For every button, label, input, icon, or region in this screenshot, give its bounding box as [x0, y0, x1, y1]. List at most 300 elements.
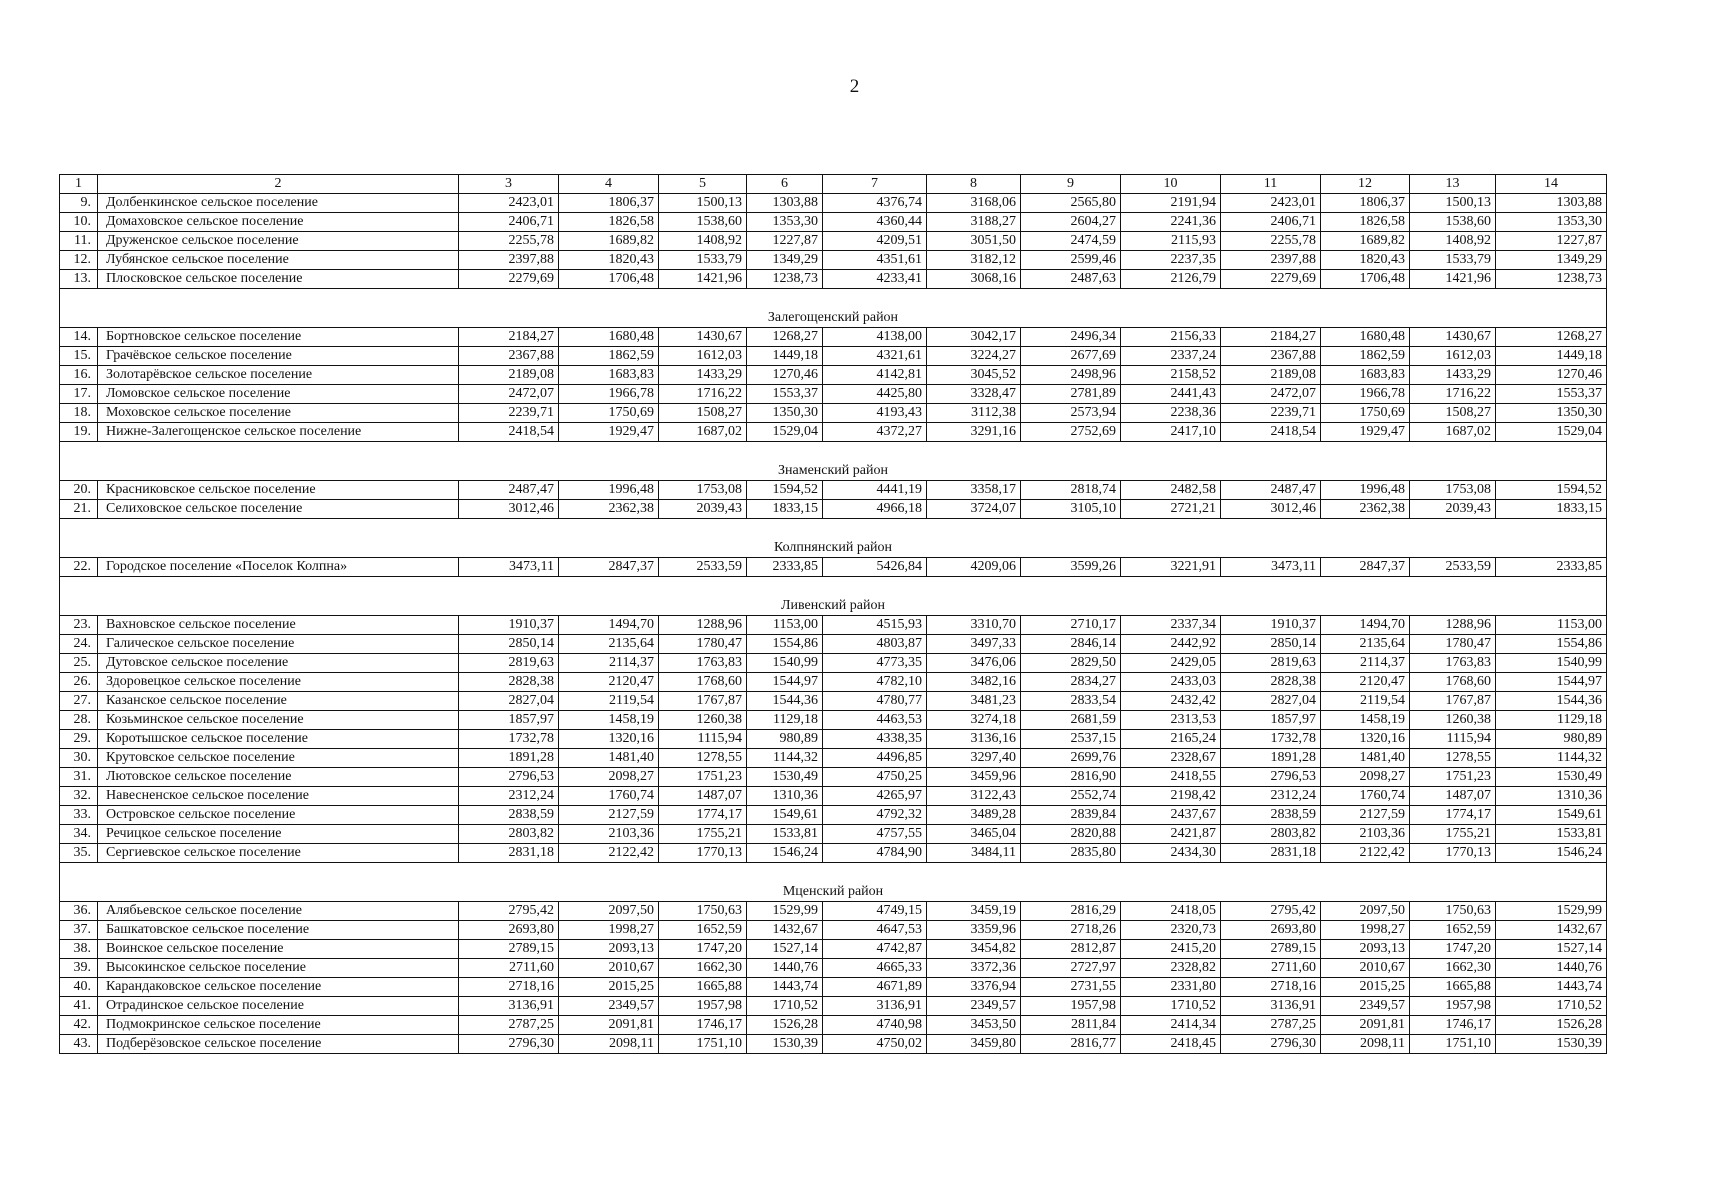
settlement-name: Грачёвское сельское поселение — [98, 347, 459, 366]
tariff-value: 1770,13 — [659, 844, 747, 863]
tariff-value: 3454,82 — [927, 940, 1021, 959]
tariff-value: 1767,87 — [1410, 692, 1496, 711]
tariff-value: 1353,30 — [1496, 213, 1607, 232]
row-index: 42. — [60, 1016, 98, 1035]
tariff-value: 1350,30 — [1496, 404, 1607, 423]
row-index: 11. — [60, 232, 98, 251]
district-heading-row — [60, 539, 1607, 558]
tariff-value: 3051,50 — [927, 232, 1021, 251]
tariff-value: 2718,16 — [459, 978, 559, 997]
tariff-value: 1760,74 — [559, 787, 659, 806]
tariff-value: 2135,64 — [1321, 635, 1410, 654]
settlement-name: Островское сельское поселение — [98, 806, 459, 825]
tariff-value: 1683,83 — [559, 366, 659, 385]
tariff-value: 2828,38 — [1221, 673, 1321, 692]
tariff-value: 2103,36 — [559, 825, 659, 844]
tariff-value: 2423,01 — [459, 194, 559, 213]
tariff-value: 2397,88 — [459, 251, 559, 270]
tariff-value: 1957,98 — [1021, 997, 1121, 1016]
tariff-value: 2119,54 — [559, 692, 659, 711]
tariff-value: 2189,08 — [1221, 366, 1321, 385]
tariff-value: 1750,63 — [1410, 902, 1496, 921]
tariff-value: 1750,63 — [659, 902, 747, 921]
tariff-value: 4321,61 — [823, 347, 927, 366]
settlement-name: Крутовское сельское поселение — [98, 749, 459, 768]
district-spacer-cell — [60, 519, 1607, 540]
row-index: 13. — [60, 270, 98, 289]
table-row — [60, 232, 1607, 251]
column-number: 8 — [927, 175, 1021, 194]
tariff-value: 2827,04 — [459, 692, 559, 711]
tariff-value: 1458,19 — [559, 711, 659, 730]
settlement-name: Подмокринское сельское поселение — [98, 1016, 459, 1035]
tariff-value: 1238,73 — [1496, 270, 1607, 289]
column-number: 12 — [1321, 175, 1410, 194]
tariff-value: 2337,34 — [1121, 616, 1221, 635]
tariff-value: 3459,19 — [927, 902, 1021, 921]
tariff-value: 3599,26 — [1021, 558, 1121, 577]
tariff-value: 2498,96 — [1021, 366, 1121, 385]
tariff-value: 2120,47 — [1321, 673, 1410, 692]
tariff-value: 2789,15 — [1221, 940, 1321, 959]
tariff-value: 4782,10 — [823, 673, 927, 692]
tariff-value: 4351,61 — [823, 251, 927, 270]
table-row — [60, 978, 1607, 997]
tariff-value: 2677,69 — [1021, 347, 1121, 366]
tariff-value: 4647,53 — [823, 921, 927, 940]
settlement-name: Сергиевское сельское поселение — [98, 844, 459, 863]
table-row — [60, 481, 1607, 500]
tariff-value: 1780,47 — [1410, 635, 1496, 654]
tariff-value: 1320,16 — [1321, 730, 1410, 749]
tariff-value: 1527,14 — [1496, 940, 1607, 959]
tariff-value: 2796,53 — [1221, 768, 1321, 787]
settlement-name: Долбенкинское сельское поселение — [98, 194, 459, 213]
tariff-value: 2328,67 — [1121, 749, 1221, 768]
tariff-value: 1716,22 — [1410, 385, 1496, 404]
tariff-value: 2433,03 — [1121, 673, 1221, 692]
district-spacer-cell — [60, 289, 1607, 310]
tariff-value: 1530,49 — [747, 768, 823, 787]
tariff-value: 1533,79 — [659, 251, 747, 270]
tariff-value: 2846,14 — [1021, 635, 1121, 654]
row-index: 14. — [60, 328, 98, 347]
tariff-value: 2850,14 — [1221, 635, 1321, 654]
tariff-value: 2838,59 — [459, 806, 559, 825]
tariff-value: 2811,84 — [1021, 1016, 1121, 1035]
tariff-value: 2803,82 — [1221, 825, 1321, 844]
tariff-value: 1533,81 — [1496, 825, 1607, 844]
tariff-value: 2165,24 — [1121, 730, 1221, 749]
table-row — [60, 940, 1607, 959]
tariff-value: 1260,38 — [659, 711, 747, 730]
tariff-value: 1826,58 — [559, 213, 659, 232]
row-index: 12. — [60, 251, 98, 270]
settlement-name: Галическое сельское поселение — [98, 635, 459, 654]
tariff-value: 4750,02 — [823, 1035, 927, 1054]
column-number: 6 — [747, 175, 823, 194]
tariff-value: 2693,80 — [459, 921, 559, 940]
district-heading: Залегощенский район — [60, 309, 1607, 328]
tariff-value: 1710,52 — [747, 997, 823, 1016]
tariff-value: 1268,27 — [1496, 328, 1607, 347]
tariff-value: 1767,87 — [659, 692, 747, 711]
tariff-value: 2313,53 — [1121, 711, 1221, 730]
tariff-value: 4665,33 — [823, 959, 927, 978]
tariff-value: 1529,04 — [1496, 423, 1607, 442]
table-row — [60, 787, 1607, 806]
tariff-value: 4138,00 — [823, 328, 927, 347]
tariff-value: 1806,37 — [1321, 194, 1410, 213]
tariff-value: 2818,74 — [1021, 481, 1121, 500]
tariff-value: 4209,06 — [927, 558, 1021, 577]
tariff-value: 3724,07 — [927, 500, 1021, 519]
tariff-value: 2835,80 — [1021, 844, 1121, 863]
row-index: 15. — [60, 347, 98, 366]
row-index: 35. — [60, 844, 98, 863]
tariff-value: 1683,83 — [1321, 366, 1410, 385]
table-row — [60, 366, 1607, 385]
row-index: 41. — [60, 997, 98, 1016]
tariff-value: 1652,59 — [659, 921, 747, 940]
settlement-name: Красниковское сельское поселение — [98, 481, 459, 500]
tariff-value: 2114,37 — [559, 654, 659, 673]
tariff-value: 3136,91 — [823, 997, 927, 1016]
tariff-value: 1408,92 — [659, 232, 747, 251]
tariff-value: 2496,34 — [1021, 328, 1121, 347]
tariff-value: 2829,50 — [1021, 654, 1121, 673]
tariff-value: 1710,52 — [1121, 997, 1221, 1016]
tariff-value: 1770,13 — [1410, 844, 1496, 863]
tariff-value: 2039,43 — [1410, 500, 1496, 519]
tariff-value: 1288,96 — [659, 616, 747, 635]
tariff-value: 2781,89 — [1021, 385, 1121, 404]
tariff-value: 2312,24 — [459, 787, 559, 806]
tariff-value: 1862,59 — [559, 347, 659, 366]
row-index: 33. — [60, 806, 98, 825]
district-heading-row — [60, 462, 1607, 481]
tariff-value: 1487,07 — [1410, 787, 1496, 806]
tariff-value: 2816,29 — [1021, 902, 1121, 921]
table-row — [60, 616, 1607, 635]
tariff-value: 1260,38 — [1410, 711, 1496, 730]
tariff-value: 1826,58 — [1321, 213, 1410, 232]
tariff-value: 1458,19 — [1321, 711, 1410, 730]
tariff-value: 2487,63 — [1021, 270, 1121, 289]
district-spacer-cell — [60, 577, 1607, 598]
tariff-value: 1278,55 — [659, 749, 747, 768]
tariff-value: 2552,74 — [1021, 787, 1121, 806]
tariff-value: 2839,84 — [1021, 806, 1121, 825]
tariff-value: 1553,37 — [1496, 385, 1607, 404]
tariff-value: 1544,97 — [1496, 673, 1607, 692]
tariff-value: 2184,27 — [459, 328, 559, 347]
tariff-value: 2189,08 — [459, 366, 559, 385]
row-index: 39. — [60, 959, 98, 978]
row-index: 37. — [60, 921, 98, 940]
tariff-value: 5426,84 — [823, 558, 927, 577]
tariff-value: 1746,17 — [1410, 1016, 1496, 1035]
tariff-value: 1710,52 — [1496, 997, 1607, 1016]
tariff-value: 3473,11 — [1221, 558, 1321, 577]
column-number: 5 — [659, 175, 747, 194]
tariff-value: 1747,20 — [1410, 940, 1496, 959]
tariff-value: 2752,69 — [1021, 423, 1121, 442]
tariff-value: 1546,24 — [747, 844, 823, 863]
tariff-value: 3136,91 — [459, 997, 559, 1016]
tariff-value: 1529,04 — [747, 423, 823, 442]
tariff-value: 2367,88 — [1221, 347, 1321, 366]
tariff-value: 1957,98 — [659, 997, 747, 1016]
tariff-value: 2406,71 — [1221, 213, 1321, 232]
tariff-value: 3476,06 — [927, 654, 1021, 673]
tariff-value: 2816,77 — [1021, 1035, 1121, 1054]
tariff-value: 1440,76 — [747, 959, 823, 978]
settlement-name: Бортновское сельское поселение — [98, 328, 459, 347]
tariff-value: 4496,85 — [823, 749, 927, 768]
tariff-value: 2796,30 — [1221, 1035, 1321, 1054]
tariff-value: 3459,80 — [927, 1035, 1021, 1054]
tariff-value: 3136,16 — [927, 730, 1021, 749]
tariff-value: 2787,25 — [459, 1016, 559, 1035]
tariff-value: 3168,06 — [927, 194, 1021, 213]
tariff-value: 2418,55 — [1121, 768, 1221, 787]
settlement-name: Коротышское сельское поселение — [98, 730, 459, 749]
tariff-value: 1753,08 — [659, 481, 747, 500]
table-row — [60, 500, 1607, 519]
tariff-value: 2833,54 — [1021, 692, 1121, 711]
table-row — [60, 635, 1607, 654]
tariff-value: 1594,52 — [747, 481, 823, 500]
tariff-value: 3188,27 — [927, 213, 1021, 232]
tariff-value: 2487,47 — [1221, 481, 1321, 500]
tariff-value: 2191,94 — [1121, 194, 1221, 213]
tariff-value: 2198,42 — [1121, 787, 1221, 806]
tariff-value: 3122,43 — [927, 787, 1021, 806]
tariff-value: 2847,37 — [1321, 558, 1410, 577]
tariff-value: 2279,69 — [1221, 270, 1321, 289]
row-index: 26. — [60, 673, 98, 692]
row-index: 23. — [60, 616, 98, 635]
district-spacer — [60, 289, 1607, 310]
tariff-value: 2093,13 — [1321, 940, 1410, 959]
table-row — [60, 825, 1607, 844]
row-index: 20. — [60, 481, 98, 500]
tariff-value: 1443,74 — [747, 978, 823, 997]
tariff-value: 1487,07 — [659, 787, 747, 806]
tariff-value: 2120,47 — [559, 673, 659, 692]
tariff-value: 1153,00 — [1496, 616, 1607, 635]
tariff-value: 1432,67 — [1496, 921, 1607, 940]
settlement-name: Подберёзовское сельское поселение — [98, 1035, 459, 1054]
tariff-value: 1998,27 — [559, 921, 659, 940]
district-heading: Колпнянский район — [60, 539, 1607, 558]
tariff-value: 2803,82 — [459, 825, 559, 844]
table-row — [60, 385, 1607, 404]
tariff-value: 3291,16 — [927, 423, 1021, 442]
tariff-value: 1544,36 — [1496, 692, 1607, 711]
district-spacer — [60, 442, 1607, 463]
tariff-value: 2127,59 — [559, 806, 659, 825]
tariff-value: 1833,15 — [747, 500, 823, 519]
tariff-value: 1957,98 — [1410, 997, 1496, 1016]
tariff-value: 1353,30 — [747, 213, 823, 232]
tariff-value: 2122,42 — [559, 844, 659, 863]
tariff-value: 3297,40 — [927, 749, 1021, 768]
row-index: 40. — [60, 978, 98, 997]
table-body — [60, 175, 1607, 1054]
page-number: 2 — [849, 76, 860, 97]
tariff-value: 1115,94 — [659, 730, 747, 749]
tariff-value: 1526,28 — [1496, 1016, 1607, 1035]
tariff-value: 1820,43 — [559, 251, 659, 270]
tariff-value: 2831,18 — [459, 844, 559, 863]
tariff-value: 2533,59 — [659, 558, 747, 577]
tariff-value: 1530,39 — [747, 1035, 823, 1054]
settlement-name: Высокинское сельское поселение — [98, 959, 459, 978]
tariff-value: 1706,48 — [1321, 270, 1410, 289]
tariff-value: 2097,50 — [1321, 902, 1410, 921]
tariff-value: 2727,97 — [1021, 959, 1121, 978]
tariff-value: 1538,60 — [1410, 213, 1496, 232]
tariff-value: 1891,28 — [1221, 749, 1321, 768]
tariff-value: 1732,78 — [459, 730, 559, 749]
tariff-value: 1500,13 — [659, 194, 747, 213]
table-row — [60, 654, 1607, 673]
column-number: 2 — [98, 175, 459, 194]
tariff-value: 1732,78 — [1221, 730, 1321, 749]
tariff-value: 3459,96 — [927, 768, 1021, 787]
tariff-value: 3482,16 — [927, 673, 1021, 692]
district-spacer — [60, 519, 1607, 540]
table-row — [60, 711, 1607, 730]
tariff-value: 1270,46 — [747, 366, 823, 385]
tariff-value: 1310,36 — [747, 787, 823, 806]
tariff-value: 2418,54 — [459, 423, 559, 442]
tariff-value: 1689,82 — [559, 232, 659, 251]
tariff-value: 1430,67 — [1410, 328, 1496, 347]
settlement-name: Казанское сельское поселение — [98, 692, 459, 711]
tariff-value: 2834,27 — [1021, 673, 1121, 692]
tariff-value: 1774,17 — [1410, 806, 1496, 825]
tariff-value: 1929,47 — [1321, 423, 1410, 442]
row-index: 29. — [60, 730, 98, 749]
tariff-value: 4792,32 — [823, 806, 927, 825]
settlement-name: Башкатовское сельское поселение — [98, 921, 459, 940]
tariff-value: 1349,29 — [1496, 251, 1607, 270]
tariff-value: 1268,27 — [747, 328, 823, 347]
tariff-value: 3182,12 — [927, 251, 1021, 270]
tariff-value: 1538,60 — [659, 213, 747, 232]
tariff-value: 1529,99 — [1496, 902, 1607, 921]
tariff-value: 2010,67 — [1321, 959, 1410, 978]
district-spacer — [60, 577, 1607, 598]
table-row — [60, 749, 1607, 768]
tariff-value: 1350,30 — [747, 404, 823, 423]
tariff-value: 1910,37 — [1221, 616, 1321, 635]
tariff-value: 1716,22 — [659, 385, 747, 404]
tariff-value: 2850,14 — [459, 635, 559, 654]
tariff-value: 2827,04 — [1221, 692, 1321, 711]
tariff-value: 2573,94 — [1021, 404, 1121, 423]
tariff-value: 2237,35 — [1121, 251, 1221, 270]
table-row — [60, 902, 1607, 921]
tariff-value: 2238,36 — [1121, 404, 1221, 423]
row-index: 16. — [60, 366, 98, 385]
table-row — [60, 213, 1607, 232]
tariff-value: 3359,96 — [927, 921, 1021, 940]
tariff-value: 4784,90 — [823, 844, 927, 863]
tariff-value: 980,89 — [747, 730, 823, 749]
tariff-value: 1481,40 — [1321, 749, 1410, 768]
tariff-value: 1665,88 — [659, 978, 747, 997]
row-index: 27. — [60, 692, 98, 711]
tariff-value: 2337,24 — [1121, 347, 1221, 366]
tariff-value: 4749,15 — [823, 902, 927, 921]
tariff-value: 2434,30 — [1121, 844, 1221, 863]
tariff-value: 4966,18 — [823, 500, 927, 519]
tariff-value: 3136,91 — [1221, 997, 1321, 1016]
tariff-value: 2122,42 — [1321, 844, 1410, 863]
tariff-value: 1432,67 — [747, 921, 823, 940]
table-row — [60, 730, 1607, 749]
tariff-value: 2414,34 — [1121, 1016, 1221, 1035]
tariff-value: 2126,79 — [1121, 270, 1221, 289]
table-row — [60, 558, 1607, 577]
table-row — [60, 328, 1607, 347]
tariff-value: 3453,50 — [927, 1016, 1021, 1035]
settlement-name: Козьминское сельское поселение — [98, 711, 459, 730]
tariff-value: 3328,47 — [927, 385, 1021, 404]
tariff-value: 1760,74 — [1321, 787, 1410, 806]
tariff-value: 2333,85 — [1496, 558, 1607, 577]
tariff-value: 1747,20 — [659, 940, 747, 959]
tariff-value: 1680,48 — [559, 328, 659, 347]
column-number-row — [60, 175, 1607, 194]
tariff-value: 2098,11 — [1321, 1035, 1410, 1054]
tariff-value: 1806,37 — [559, 194, 659, 213]
tariff-value: 2819,63 — [459, 654, 559, 673]
tariff-value: 2828,38 — [459, 673, 559, 692]
tariff-value: 2838,59 — [1221, 806, 1321, 825]
tariff-value: 1687,02 — [1410, 423, 1496, 442]
table-row — [60, 270, 1607, 289]
tariff-value: 2718,16 — [1221, 978, 1321, 997]
district-heading: Знаменский район — [60, 462, 1607, 481]
column-number: 11 — [1221, 175, 1321, 194]
tariff-value: 3484,11 — [927, 844, 1021, 863]
table-row — [60, 768, 1607, 787]
tariff-value: 4376,74 — [823, 194, 927, 213]
tariff-value: 2255,78 — [1221, 232, 1321, 251]
tariff-value: 1820,43 — [1321, 251, 1410, 270]
tariff-value: 2098,11 — [559, 1035, 659, 1054]
tariff-value: 1540,99 — [1496, 654, 1607, 673]
tariff-value: 2721,21 — [1121, 500, 1221, 519]
settlement-name: Домаховское сельское поселение — [98, 213, 459, 232]
tariff-value: 3473,11 — [459, 558, 559, 577]
tariff-value: 2533,59 — [1410, 558, 1496, 577]
tariff-value: 2711,60 — [459, 959, 559, 978]
tariff-value: 2127,59 — [1321, 806, 1410, 825]
settlement-name: Вахновское сельское поселение — [98, 616, 459, 635]
tariff-value: 4193,43 — [823, 404, 927, 423]
tariff-value: 2421,87 — [1121, 825, 1221, 844]
settlement-name: Дутовское сельское поселение — [98, 654, 459, 673]
tariff-value: 2415,20 — [1121, 940, 1221, 959]
tariff-value: 4773,35 — [823, 654, 927, 673]
tariff-value: 2349,57 — [927, 997, 1021, 1016]
